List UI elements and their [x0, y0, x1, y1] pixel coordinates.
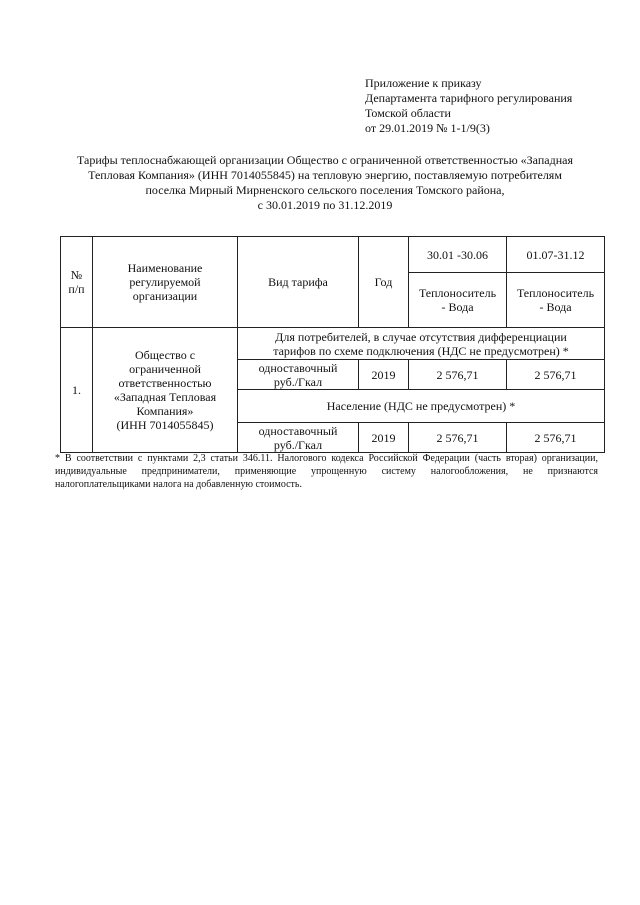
appendix-line: Приложение к приказу — [365, 76, 482, 90]
row-organization: Общество с ограниченной ответственностью «Западная Тепловая Компания» (ИНН 7014055845) — [93, 328, 238, 453]
title-line: с 30.01.2019 по 31.12.2019 — [257, 198, 393, 212]
document-title — [55, 153, 595, 213]
title-line: поселка Мирный Мирненского сельского поселения Томского района, — [145, 183, 505, 197]
row-year: 2019 — [359, 423, 409, 453]
header-year: Год — [359, 237, 409, 328]
header-number: № п/п — [61, 237, 93, 328]
header-row — [61, 237, 605, 273]
title-line: Тарифы теплоснабжающей организации Общество с ограниченной ответственностью «Западная — [77, 153, 573, 167]
row-group-header-2: Население (НДС не предусмотрен) * — [238, 390, 605, 423]
row-tariff-type: одноставочный руб./Гкал — [238, 423, 359, 453]
row-group-header-1: Для потребителей, в случае отсутствия дифференциации тарифов по схеме подключения (НДС не предусмотрен) * — [238, 328, 605, 360]
header-carrier-2: Теплоноситель - Вода — [507, 273, 605, 328]
row-tariff-type: одноставочный руб./Гкал — [238, 360, 359, 390]
row-value: 2 576,71 — [507, 360, 605, 390]
tariff-table — [60, 236, 605, 453]
appendix-line: Томской области — [365, 106, 451, 120]
appendix-line: от 29.01.2019 № 1-1/9(3) — [365, 121, 490, 135]
row-year: 2019 — [359, 360, 409, 390]
row-value: 2 576,71 — [507, 423, 605, 453]
table-row — [61, 328, 605, 360]
appendix-block — [365, 76, 572, 136]
footnote: * В соответствии с пунктами 2,3 статьи 346.11. Налогового кодекса Российской Федерации (часть вторая) организации, индивидуальные предприниматели, применяющие упрощенную систему налогообложения, не признаются налогоплательщиками налога на добавленную стоимость. — [55, 453, 598, 490]
header-period-1: 30.01 -30.06 — [409, 237, 507, 273]
header-period-2: 01.07-31.12 — [507, 237, 605, 273]
row-number: 1. — [61, 328, 93, 453]
row-value: 2 576,71 — [409, 423, 507, 453]
header-tariff-type: Вид тарифа — [238, 237, 359, 328]
title-line: Тепловая Компания» (ИНН 7014055845) на тепловую энергию, поставляемую потребителям — [88, 168, 562, 182]
row-value: 2 576,71 — [409, 360, 507, 390]
appendix-line: Департамента тарифного регулирования — [365, 91, 573, 105]
header-carrier-1: Теплоноситель - Вода — [409, 273, 507, 328]
header-organization: Наименование регулируемой организации — [93, 237, 238, 328]
